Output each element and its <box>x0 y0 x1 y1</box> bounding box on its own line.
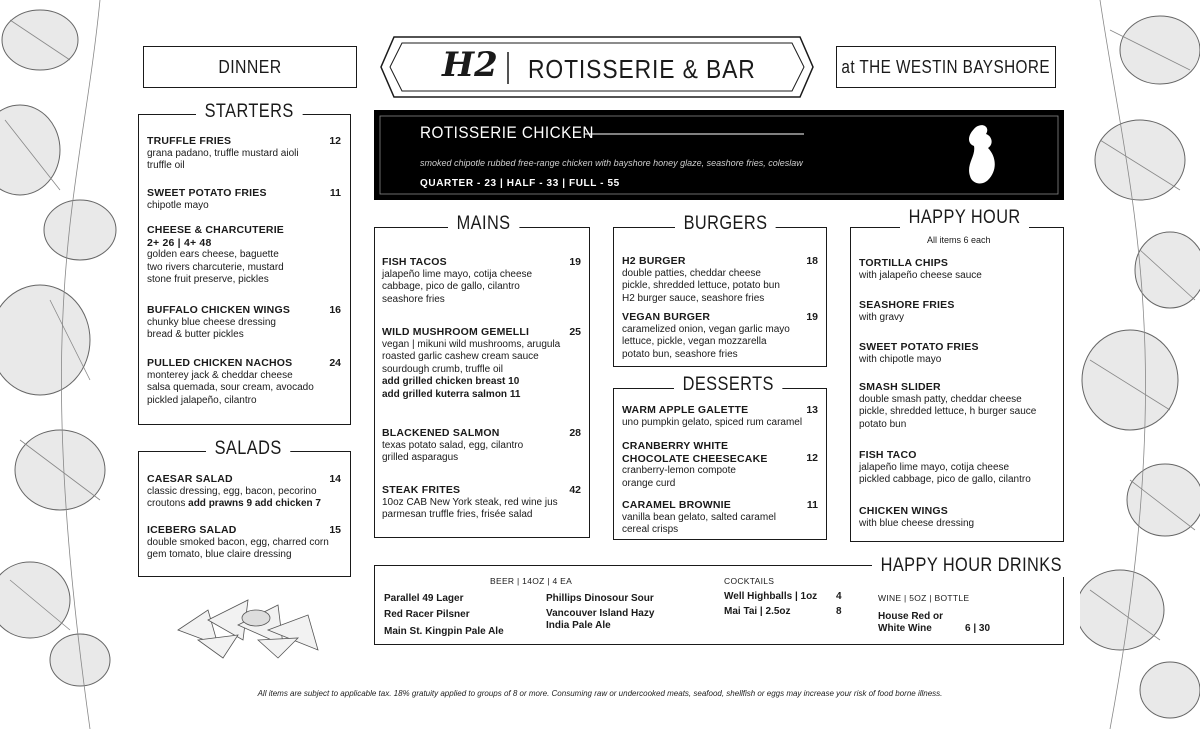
menu-item <box>147 135 341 173</box>
item-description: golden ears cheese, baguette two rivers charcuterie, mustard stone fruit preserve, pickles <box>147 249 284 285</box>
item-name: CRANBERRY WHITE CHOCOLATE CHEESECAKE <box>622 440 768 465</box>
happy-hour-subtitle: All items 6 each <box>924 235 994 245</box>
burgers-title: BURGERS <box>675 213 776 235</box>
beer-item: Main St. Kingpin Pale Ale <box>384 626 504 637</box>
salads-title: SALADS <box>206 438 290 460</box>
menu-item <box>622 440 818 490</box>
item-addons: add grilled chicken breast 10 add grilled kuterra salmon 11 <box>382 376 521 400</box>
menu-item <box>382 326 581 401</box>
item-price: 42 <box>569 484 581 496</box>
menu-item <box>147 304 341 342</box>
feature-title-rule <box>574 128 804 148</box>
item-name: BLACKENED SALMON <box>382 427 500 439</box>
item-description: vegan | mikuni wild mushrooms, arugula roasted garlic cashew cream sauce sourdough crumb, truffle oil <box>382 338 561 375</box>
item-description: with blue cheese dressing <box>859 517 975 529</box>
item-price: 15 <box>329 524 341 536</box>
cocktails-heading: COCKTAILS <box>724 576 775 586</box>
menu-item <box>859 381 1055 431</box>
hop-illustration-right <box>1080 0 1200 729</box>
menu-item <box>382 484 581 522</box>
location-label: at THE WESTIN BAYSHORE <box>841 56 1051 77</box>
item-portion-prices: 2+ 26 | 4+ 48 <box>147 236 212 249</box>
mains-title: MAINS <box>448 213 519 235</box>
item-description: texas potato salad, egg, cilantro grilled asparagus <box>382 439 524 463</box>
beer-item: Phillips Dinosour Sour <box>546 593 654 604</box>
item-name: FISH TACO <box>859 449 917 461</box>
beer-item: Parallel 49 Lager <box>384 593 464 604</box>
dinner-label-box <box>143 46 357 88</box>
item-price: 14 <box>329 473 341 485</box>
feature-rotisserie-chicken <box>374 110 1064 200</box>
beer-item: Red Racer Pilsner <box>384 609 470 620</box>
item-price: 24 <box>329 357 341 369</box>
wine-heading: WINE | 5OZ | BOTTLE <box>878 593 970 603</box>
feature-title: ROTISSERIE CHICKEN <box>420 123 594 142</box>
item-price: 18 <box>806 255 818 267</box>
cocktail-item: Well Highballs | 1oz <box>724 591 818 602</box>
menu-item <box>622 404 818 429</box>
item-name: TRUFFLE FRIES <box>147 135 232 147</box>
item-name: H2 BURGER <box>622 255 686 267</box>
happy-hour-drinks-title: HAPPY HOUR DRINKS <box>872 555 1071 577</box>
item-description: double smoked bacon, egg, charred corn gem tomato, blue claire dressing <box>147 536 329 560</box>
item-description: with chipotle mayo <box>859 353 942 365</box>
item-description: cranberry-lemon compote orange curd <box>622 465 736 489</box>
beer-item: Vancouver Island Hazy India Pale Ale <box>546 608 655 631</box>
logo <box>380 36 814 98</box>
cocktail-price: 8 <box>836 606 842 617</box>
item-price: 19 <box>569 256 581 268</box>
item-name: SWEET POTATO FRIES <box>147 187 267 199</box>
item-name: STEAK FRITES <box>382 484 461 496</box>
menu-item <box>859 505 1055 530</box>
item-description-cont: croutons <box>147 498 186 509</box>
item-description: uno pumpkin gelato, spiced rum caramel <box>622 416 803 428</box>
item-description: chipotle mayo <box>147 199 209 211</box>
nachos-illustration <box>168 590 328 660</box>
wine-price: 6 | 30 <box>965 623 991 634</box>
item-name: SWEET POTATO FRIES <box>859 341 979 353</box>
rooster-icon <box>956 122 1006 192</box>
starters-title: STARTERS <box>196 101 302 123</box>
item-description: with jalapeño cheese sauce <box>859 269 982 281</box>
beer-heading: BEER | 14OZ | 4 EA <box>490 576 573 586</box>
item-description: jalapeño lime mayo, cotija cheese cabbage, pico de gallo, cilantro seashore fries <box>382 268 533 305</box>
item-price: 12 <box>329 135 341 147</box>
menu-item <box>859 341 1055 366</box>
item-price: 25 <box>569 326 581 338</box>
item-price: 28 <box>569 427 581 439</box>
item-description: vanilla bean gelato, salted caramel cereal crisps <box>622 511 776 535</box>
cocktail-price: 4 <box>836 591 842 602</box>
item-description: caramelized onion, vegan garlic mayo lettuce, pickle, vegan mozzarella potato bun, seashore fries <box>622 323 790 360</box>
dinner-label: DINNER <box>218 56 282 77</box>
footer-disclaimer: All items are subject to applicable tax. 18% gratuity applied to groups of 8 or more. Consuming raw or undercooked meats, seafood, shellfish or eggs may increase your risk of food borne illness. <box>257 689 943 698</box>
feature-description: smoked chipotle rubbed free-range chicken with bayshore honey glaze, seashore fries, coleslaw <box>420 158 803 168</box>
item-description: grana padano, truffle mustard aioli truffle oil <box>147 147 299 171</box>
menu-item <box>622 499 818 537</box>
item-price: 11 <box>806 499 818 511</box>
item-name: SMASH SLIDER <box>859 381 941 393</box>
item-price: 16 <box>329 304 341 316</box>
item-name: CAESAR SALAD <box>147 473 233 485</box>
item-addons: add prawns 9 add chicken 7 <box>188 498 321 509</box>
item-name: CHEESE & CHARCUTERIE <box>147 224 285 236</box>
item-name: CHICKEN WINGS <box>859 505 948 517</box>
menu-item <box>147 524 341 562</box>
menu-item <box>147 357 341 407</box>
item-name: BUFFALO CHICKEN WINGS <box>147 304 291 316</box>
item-name: CARAMEL BROWNIE <box>622 499 731 511</box>
menu-item <box>622 311 818 361</box>
menu-item <box>859 299 1055 324</box>
item-name: ICEBERG SALAD <box>147 524 237 536</box>
desserts-title: DESSERTS <box>674 374 782 396</box>
menu-item <box>147 187 341 212</box>
menu-item <box>147 224 341 287</box>
item-price: 12 <box>806 452 818 464</box>
item-description: double smash patty, cheddar cheese pickle, shredded lettuce, h burger sauce potato bun <box>859 393 1037 430</box>
menu-item <box>382 256 581 306</box>
menu-item <box>859 449 1055 487</box>
item-description: with gravy <box>859 311 905 323</box>
item-name: WILD MUSHROOM GEMELLI <box>382 326 530 338</box>
logo-title: ROTISSERIE & BAR <box>528 54 756 84</box>
location-label-box <box>836 46 1056 88</box>
item-price: 13 <box>806 404 818 416</box>
menu-item <box>622 255 818 305</box>
item-name: FISH TACOS <box>382 256 447 268</box>
item-description: classic dressing, egg, bacon, pecorino <box>147 485 317 497</box>
item-name: VEGAN BURGER <box>622 311 711 323</box>
wine-item: House Red or White Wine <box>878 611 944 634</box>
item-name: TORTILLA CHIPS <box>859 257 949 269</box>
hop-illustration-left <box>0 0 120 729</box>
item-price: 19 <box>806 311 818 323</box>
item-description: 10oz CAB New York steak, red wine jus parmesan truffle fries, frisée salad <box>382 496 558 520</box>
logo-mark: H2 <box>442 45 498 85</box>
item-description: chunky blue cheese dressing bread & butter pickles <box>147 316 276 340</box>
item-price: 11 <box>329 187 341 199</box>
feature-sizes: QUARTER - 23 | HALF - 33 | FULL - 55 <box>420 178 620 189</box>
menu-item <box>382 427 581 465</box>
menu-item <box>147 473 341 511</box>
item-description: double patties, cheddar cheese pickle, shredded lettuce, potato bun H2 burger sauce, seashore fries <box>622 267 780 304</box>
happy-hour-title: HAPPY HOUR <box>900 207 1029 229</box>
item-name: SEASHORE FRIES <box>859 299 955 311</box>
item-description: monterey jack & cheddar cheese salsa quemada, sour cream, avocado pickled jalapeño, cilantro <box>147 369 314 406</box>
item-name: WARM APPLE GALETTE <box>622 404 749 416</box>
item-name: PULLED CHICKEN NACHOS <box>147 357 293 369</box>
item-description: jalapeño lime mayo, cotija cheese pickled cabbage, pico de gallo, cilantro <box>859 461 1031 485</box>
cocktail-item: Mai Tai | 2.5oz <box>724 606 791 617</box>
menu-item <box>859 257 1055 282</box>
